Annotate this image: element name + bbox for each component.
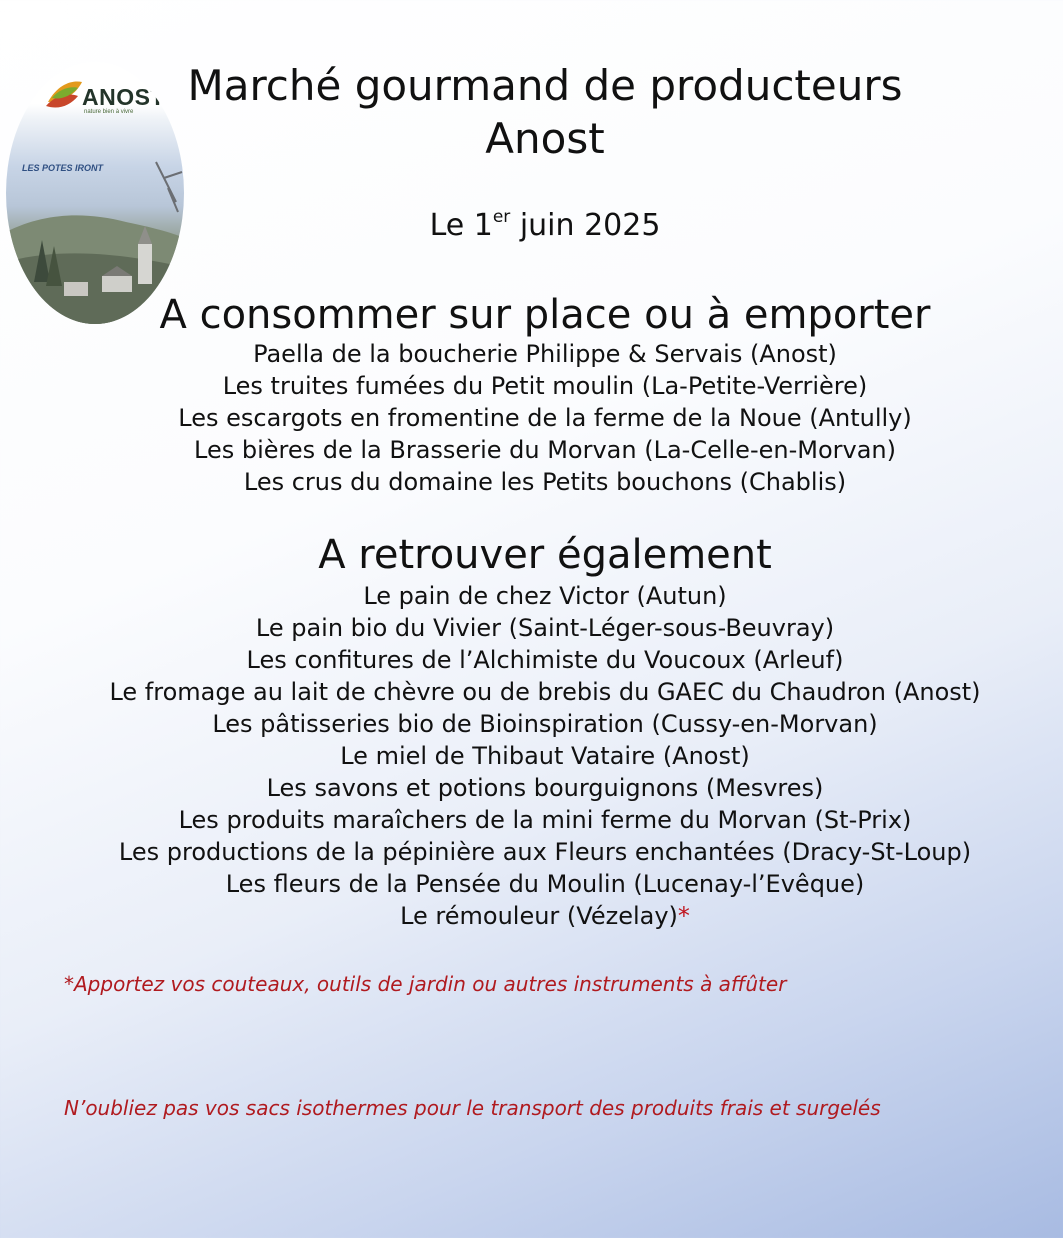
date-prefix: Le 1 xyxy=(429,208,493,243)
list-item: Paella de la boucherie Philippe & Servais (Anost) xyxy=(253,340,837,368)
list-item: Les truites fumées du Petit moulin (La-Petite-Verrière) xyxy=(222,372,868,400)
cooler-bag-note: N’oubliez pas vos sacs isothermes pour le transport des produits frais et surgelés xyxy=(64,1096,881,1120)
list-item: Les bières de la Brasserie du Morvan (La-Celle-en-Morvan) xyxy=(194,436,896,464)
list-item: Les escargots en fromentine de la ferme de la Noue (Antully) xyxy=(178,404,912,432)
also-producer-list xyxy=(0,580,1063,932)
list-item: Le pain de chez Victor (Autun) xyxy=(363,582,727,610)
footnote-mark: * xyxy=(677,902,690,930)
list-item: Les pâtisseries bio de Bioinspiration (Cussy-en-Morvan) xyxy=(212,710,878,738)
list-item: Le pain bio du Vivier (Saint-Léger-sous-Beuvray) xyxy=(255,614,835,642)
list-item: Le fromage au lait de chèvre ou de brebis du GAEC du Chaudron (Anost) xyxy=(109,678,981,706)
logo-caption: LES POTES IRONT xyxy=(22,163,104,173)
page-title-location: Anost xyxy=(485,114,605,163)
event-date xyxy=(0,204,1063,248)
list-item: Les fleurs de la Pensée du Moulin (Lucenay-l’Evêque) xyxy=(225,870,865,898)
list-item: Le miel de Thibaut Vataire (Anost) xyxy=(340,742,750,770)
date-superscript: er xyxy=(492,207,511,227)
list-item-text: Le rémouleur (Vézelay) xyxy=(400,902,678,930)
list-item: Les confitures de l’Alchimiste du Voucoux (Arleuf) xyxy=(246,646,844,674)
date-suffix: juin 2025 xyxy=(510,208,661,243)
page-title: Marché gourmand de producteurs xyxy=(187,61,903,110)
logo-brand-text: ANOST xyxy=(82,84,165,110)
list-item: Les produits maraîchers de la mini ferme du Morvan (St-Prix) xyxy=(178,806,912,834)
sharpening-note: *Apportez vos couteaux, outils de jardin ou autres instruments à affûter xyxy=(64,972,787,996)
section-heading-onsite: A consommer sur place ou à emporter xyxy=(159,292,931,338)
list-item-remouleur xyxy=(0,900,1063,932)
section-heading-also: A retrouver également xyxy=(318,532,772,578)
logo-tagline: nature bien à vivre xyxy=(84,109,134,115)
onsite-producer-list xyxy=(0,338,1063,498)
list-item: Les savons et potions bourguignons (Mesvres) xyxy=(266,774,824,802)
list-item: Les crus du domaine les Petits bouchons (Chablis) xyxy=(243,468,847,496)
list-item: Les productions de la pépinière aux Fleurs enchantées (Dracy-St-Loup) xyxy=(118,838,972,866)
